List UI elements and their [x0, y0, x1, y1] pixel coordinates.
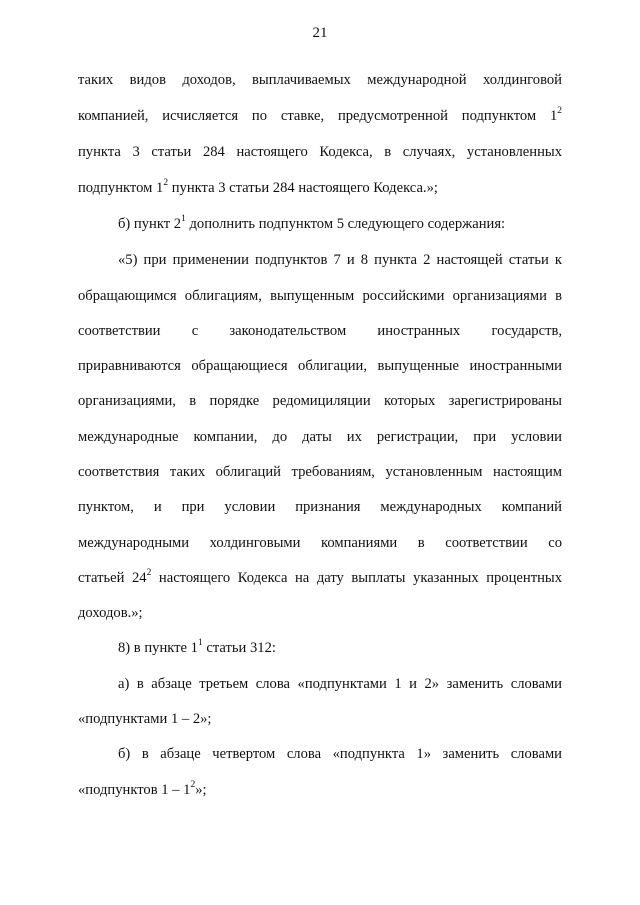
text-line: международные компании, до даты их регистрации, при условии — [78, 429, 562, 445]
text-line: компанией, исчисляется по ставке, предусмотренной подпунктом $1^2$ — [78, 106, 562, 124]
text-line: обращающимся облигациям, выпущенным российскими организациями в — [78, 288, 562, 304]
text-line: пунктом, и при условии признания международных компаний — [78, 499, 562, 515]
text-line: статьей $24^2$ настоящего Кодекса на дату выплаты указанных процентных — [78, 568, 562, 586]
text-line: «5) при применении подпунктов 7 и 8 пункта 2 настоящей статьи к — [118, 252, 562, 268]
text-line: пункта 3 статьи 284 настоящего Кодекса, в случаях, установленных — [78, 144, 562, 160]
text-line: соответствия таких облигаций требованиям, установленным настоящим — [78, 464, 562, 480]
text-line: доходов.»; — [78, 605, 143, 621]
text-line: а) в абзаце третьем слова «подпунктами 1 и 2» заменить словами — [118, 676, 562, 692]
text-line: «подпунктов $1 - 1^2$»; — [78, 780, 207, 798]
page-number: 21 — [312, 25, 328, 41]
text-line: таких видов доходов, выплачиваемых международной холдинговой — [78, 72, 562, 88]
text-line: подпунктом $1^2$ пункта 3 статьи 284 настоящего Кодекса.»; — [78, 178, 438, 196]
text-line: приравниваются обращающиеся облигации, выпущенные иностранными — [78, 358, 562, 374]
text-line: международными холдинговыми компаниями в соответствии со — [78, 535, 562, 551]
text-line: б) в абзаце четвертом слова «подпункта 1» заменить словами — [118, 746, 562, 762]
text-line: 8) в пункте $1^1$ статьи 312: — [118, 638, 276, 656]
text-line: б) пункт $2^1$ дополнить подпунктом 5 следующего содержания: — [118, 214, 506, 232]
text-line: «подпунктами 1 – 2»; — [78, 711, 212, 727]
text-line: соответствии с законодательством иностранных государств, — [78, 323, 562, 339]
text-line: организациями, в порядке редомициляции которых зарегистрированы — [78, 393, 562, 409]
